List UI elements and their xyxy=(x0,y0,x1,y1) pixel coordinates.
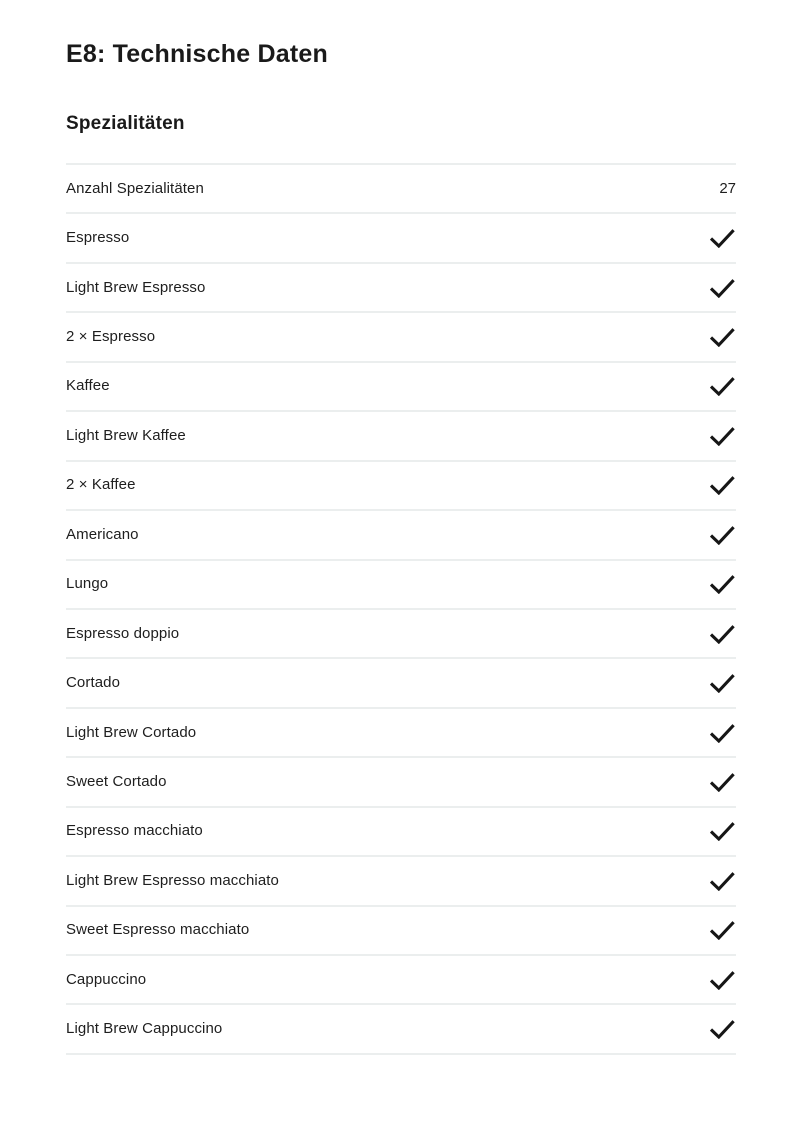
check-icon xyxy=(709,525,736,545)
check-icon xyxy=(709,871,736,891)
row-label: Americano xyxy=(66,525,139,543)
row-label: 2 × Espresso xyxy=(66,328,156,346)
table-row xyxy=(66,214,736,263)
table-row xyxy=(66,1005,736,1054)
check-icon xyxy=(709,723,736,743)
table-row xyxy=(66,561,736,610)
spec-table xyxy=(66,163,736,1055)
row-label: Espresso doppio xyxy=(66,624,180,642)
row-label: Lungo xyxy=(66,575,109,593)
row-label: 2 × Kaffee xyxy=(66,476,136,494)
check-icon xyxy=(709,920,736,940)
row-label: Cappuccino xyxy=(66,970,147,988)
table-row xyxy=(66,610,736,659)
table-row xyxy=(66,758,736,807)
check-icon xyxy=(709,228,736,248)
table-row xyxy=(66,511,736,560)
table-row xyxy=(66,313,736,362)
table-row xyxy=(66,956,736,1005)
row-label: Sweet Cortado xyxy=(66,772,167,790)
page-title: E8: Technische Daten xyxy=(66,40,328,68)
row-label: Kaffee xyxy=(66,377,110,395)
row-label: Light Brew Kaffee xyxy=(66,426,186,444)
row-value: 27 xyxy=(719,179,736,197)
row-label: Light Brew Cappuccino xyxy=(66,1020,223,1038)
table-row xyxy=(66,412,736,461)
table-row xyxy=(66,808,736,857)
row-label: Light Brew Cortado xyxy=(66,723,197,741)
check-icon xyxy=(709,1019,736,1039)
check-icon xyxy=(709,475,736,495)
check-icon xyxy=(709,278,736,298)
table-row xyxy=(66,363,736,412)
section-heading-spezialitaeten: Spezialitäten xyxy=(66,113,185,134)
table-row xyxy=(66,709,736,758)
row-label: Sweet Espresso macchiato xyxy=(66,921,250,939)
check-icon xyxy=(709,426,736,446)
check-icon xyxy=(709,772,736,792)
table-row xyxy=(66,907,736,956)
check-icon xyxy=(709,821,736,841)
table-row xyxy=(66,165,736,214)
table-row xyxy=(66,462,736,511)
check-icon xyxy=(709,327,736,347)
check-icon xyxy=(709,673,736,693)
check-icon xyxy=(709,574,736,594)
row-label: Espresso macchiato xyxy=(66,822,203,840)
row-label: Cortado xyxy=(66,674,121,692)
table-row xyxy=(66,264,736,313)
check-icon xyxy=(709,970,736,990)
row-label: Light Brew Espresso xyxy=(66,278,206,296)
check-icon xyxy=(709,376,736,396)
row-label: Light Brew Espresso macchiato xyxy=(66,871,279,889)
row-label: Espresso xyxy=(66,229,130,247)
table-row xyxy=(66,857,736,906)
table-row xyxy=(66,659,736,708)
check-icon xyxy=(709,624,736,644)
row-label: Anzahl Spezialitäten xyxy=(66,179,204,197)
